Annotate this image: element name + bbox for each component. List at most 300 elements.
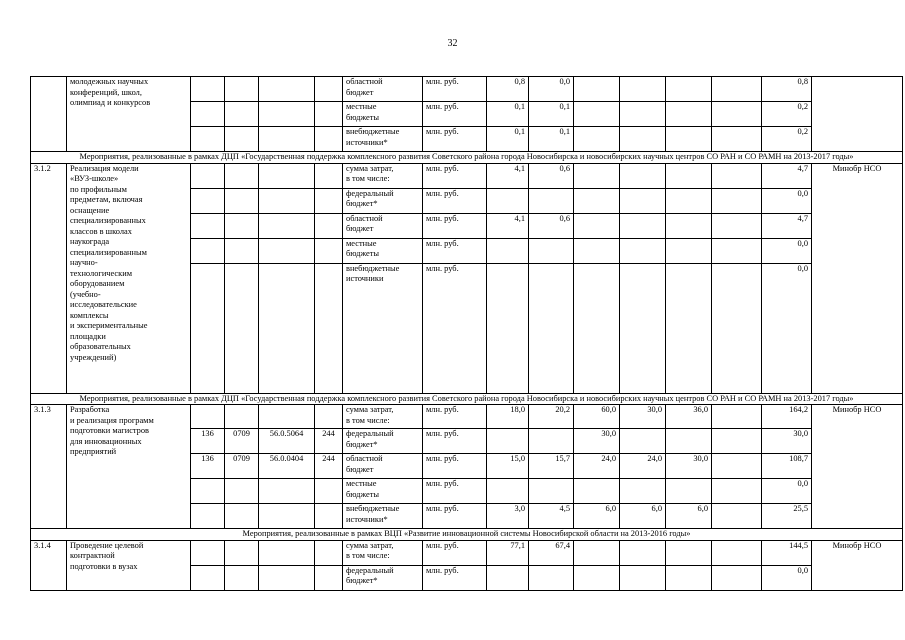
value-cell xyxy=(666,127,712,152)
section-heading-text: Мероприятия, реализованные в рамках ДЦП «Государственная поддержка комплексного развития Советского района города Новосибирска и новосибирских научных центров СО РАН и СО РАМН на 2013-2017 годы» xyxy=(79,393,854,403)
value-cell-text: 0,6 xyxy=(559,213,570,223)
code-cell xyxy=(259,238,315,263)
code-cell xyxy=(191,102,225,127)
code-cell xyxy=(315,127,343,152)
code-cell xyxy=(315,405,343,429)
funding-source xyxy=(343,77,423,102)
code-cell xyxy=(259,405,315,429)
unit-cell-text: млн. руб. xyxy=(426,405,459,414)
code-cell xyxy=(191,540,225,565)
value-cell-text: 24,0 xyxy=(601,454,616,463)
value-cell xyxy=(574,213,620,238)
value-cell-text: 4,1 xyxy=(514,163,525,173)
value-cell xyxy=(620,263,666,393)
funding-source xyxy=(343,263,423,393)
item-number-text: 3.1.3 xyxy=(34,405,51,414)
value-cell xyxy=(487,263,529,393)
total-cell xyxy=(762,163,812,188)
value-cell xyxy=(487,238,529,263)
code-cell xyxy=(191,77,225,102)
unit-cell xyxy=(423,454,487,479)
spacer-cell xyxy=(712,77,762,102)
item-name xyxy=(67,77,191,152)
program-table xyxy=(30,76,903,591)
funding-source-text: сумма затрат, в том числе: xyxy=(346,405,394,425)
value-cell-text: 0,1 xyxy=(514,102,525,111)
value-cell-text: 60,0 xyxy=(601,405,616,414)
code-cell xyxy=(259,163,315,188)
item-name-text: молодежных научных конференций, школ, олимпиад и конкурсов xyxy=(70,77,151,107)
value-cell xyxy=(666,213,712,238)
code-cell xyxy=(225,565,259,590)
table-row xyxy=(31,163,903,188)
funding-source xyxy=(343,565,423,590)
funding-source-text: внебюджетные источники* xyxy=(346,504,400,524)
spacer-cell xyxy=(712,163,762,188)
code-cell xyxy=(259,127,315,152)
executor-cell xyxy=(812,77,903,152)
code-cell xyxy=(191,213,225,238)
value-cell xyxy=(529,238,574,263)
section-row xyxy=(31,152,903,164)
value-cell-text: 15,7 xyxy=(555,454,570,463)
code-cell xyxy=(259,565,315,590)
unit-cell-text: млн. руб. xyxy=(426,188,459,198)
spacer-cell xyxy=(712,565,762,590)
code-cell-text: 56.0.0404 xyxy=(269,454,304,463)
code-cell xyxy=(191,429,225,454)
code-cell xyxy=(225,405,259,429)
value-cell-text: 6,0 xyxy=(605,504,616,513)
funding-source xyxy=(343,213,423,238)
total-cell xyxy=(762,565,812,590)
value-cell xyxy=(666,540,712,565)
value-cell xyxy=(529,77,574,102)
section-row xyxy=(31,393,903,405)
total-cell-text: 164,2 xyxy=(789,405,808,414)
funding-source xyxy=(343,454,423,479)
spacer-cell xyxy=(712,263,762,393)
spacer-cell xyxy=(712,429,762,454)
total-cell xyxy=(762,504,812,529)
total-cell xyxy=(762,77,812,102)
unit-cell-text: млн. руб. xyxy=(426,163,459,173)
value-cell-text: 30,0 xyxy=(693,454,708,463)
code-cell-text: 244 xyxy=(322,429,335,438)
spacer-cell xyxy=(712,479,762,504)
code-cell xyxy=(259,102,315,127)
value-cell xyxy=(529,213,574,238)
total-cell-text: 0,8 xyxy=(797,77,808,86)
value-cell xyxy=(620,102,666,127)
page-number: 32 xyxy=(447,38,458,49)
unit-cell-text: млн. руб. xyxy=(426,565,459,575)
code-cell xyxy=(191,565,225,590)
funding-source-text: местные бюджеты xyxy=(346,238,380,258)
total-cell-text: 25,5 xyxy=(793,504,808,513)
code-cell xyxy=(225,213,259,238)
code-cell xyxy=(225,77,259,102)
item-name-text: Разработка и реализация программ подготовки магистров для инновационных предприятий xyxy=(70,405,154,456)
value-cell xyxy=(487,188,529,213)
funding-source xyxy=(343,102,423,127)
value-cell xyxy=(487,504,529,529)
value-cell-text: 0,0 xyxy=(559,77,570,86)
total-cell-text: 144,5 xyxy=(789,540,808,550)
unit-cell xyxy=(423,429,487,454)
total-cell xyxy=(762,213,812,238)
code-cell-text: 136 xyxy=(201,454,214,463)
value-cell-text: 0,8 xyxy=(514,77,525,86)
value-cell xyxy=(574,102,620,127)
spacer-cell xyxy=(712,454,762,479)
total-cell xyxy=(762,238,812,263)
funding-source-text: областной бюджет xyxy=(346,77,383,97)
total-cell xyxy=(762,479,812,504)
value-cell-text: 67,4 xyxy=(555,540,570,550)
spacer-cell xyxy=(712,188,762,213)
value-cell-text: 0,6 xyxy=(559,163,570,173)
total-cell xyxy=(762,102,812,127)
value-cell xyxy=(666,429,712,454)
value-cell xyxy=(620,238,666,263)
code-cell xyxy=(191,188,225,213)
code-cell xyxy=(191,454,225,479)
unit-cell-text: млн. руб. xyxy=(426,429,459,438)
total-cell-text: 4,7 xyxy=(797,163,808,173)
unit-cell xyxy=(423,213,487,238)
section-heading xyxy=(31,152,903,164)
value-cell xyxy=(620,127,666,152)
section-heading-text: Мероприятия, реализованные в рамках ДЦП «Государственная поддержка комплексного развития Советского района города Новосибирска и новосибирских научных центров СО РАН и СО РАМН на 2013-2017 годы» xyxy=(79,152,854,161)
value-cell xyxy=(620,540,666,565)
total-cell-text: 0,0 xyxy=(797,238,808,248)
unit-cell xyxy=(423,540,487,565)
spacer-cell xyxy=(712,127,762,152)
code-cell xyxy=(225,504,259,529)
unit-cell xyxy=(423,238,487,263)
value-cell xyxy=(487,163,529,188)
funding-source xyxy=(343,163,423,188)
code-cell xyxy=(259,213,315,238)
funding-source xyxy=(343,540,423,565)
table-row xyxy=(31,405,903,429)
unit-cell-text: млн. руб. xyxy=(426,454,459,463)
value-cell xyxy=(620,454,666,479)
value-cell xyxy=(487,77,529,102)
value-cell xyxy=(666,263,712,393)
code-cell xyxy=(259,504,315,529)
value-cell xyxy=(574,405,620,429)
value-cell xyxy=(487,102,529,127)
unit-cell xyxy=(423,127,487,152)
unit-cell-text: млн. руб. xyxy=(426,77,459,86)
executor-cell-text: Минобр НСО xyxy=(832,163,882,173)
value-cell xyxy=(666,188,712,213)
code-cell xyxy=(191,127,225,152)
value-cell xyxy=(666,238,712,263)
value-cell xyxy=(620,479,666,504)
value-cell-text: 6,0 xyxy=(651,504,662,513)
funding-source-text: областной бюджет xyxy=(346,454,383,474)
code-cell xyxy=(315,238,343,263)
item-name xyxy=(67,163,191,393)
total-cell-text: 108,7 xyxy=(789,454,808,463)
code-cell xyxy=(225,479,259,504)
code-cell xyxy=(225,540,259,565)
unit-cell xyxy=(423,77,487,102)
unit-cell xyxy=(423,263,487,393)
value-cell xyxy=(666,163,712,188)
spacer-cell xyxy=(712,102,762,127)
total-cell xyxy=(762,127,812,152)
funding-source-text: федеральный бюджет* xyxy=(346,565,394,585)
value-cell xyxy=(487,405,529,429)
value-cell xyxy=(666,504,712,529)
value-cell xyxy=(574,540,620,565)
value-cell-text: 30,0 xyxy=(601,429,616,438)
code-cell xyxy=(225,429,259,454)
executor-cell-text: Минобр НСО xyxy=(832,405,882,414)
funding-source xyxy=(343,429,423,454)
value-cell-text: 30,0 xyxy=(647,405,662,414)
funding-source-text: внебюджетные источники xyxy=(346,263,400,283)
value-cell xyxy=(620,213,666,238)
executor-cell xyxy=(812,163,903,393)
item-name-text: Реализация модели «ВУЗ-школе» по профильным предметам, включая оснащение специализированных классов в школах наукограда специализированным научно- технологическим оборудованием (учебно- исследовательские комплексы и экспериментальные площадки образовательных учреждений) xyxy=(70,163,148,362)
executor-cell xyxy=(812,405,903,529)
code-cell xyxy=(225,127,259,152)
value-cell xyxy=(529,429,574,454)
value-cell xyxy=(574,77,620,102)
value-cell xyxy=(620,188,666,213)
spacer-cell xyxy=(712,238,762,263)
value-cell xyxy=(529,504,574,529)
value-cell xyxy=(574,238,620,263)
funding-source xyxy=(343,405,423,429)
value-cell xyxy=(574,479,620,504)
table-row xyxy=(31,77,903,102)
code-cell xyxy=(315,454,343,479)
value-cell xyxy=(529,405,574,429)
unit-cell-text: млн. руб. xyxy=(426,504,459,513)
value-cell xyxy=(487,213,529,238)
value-cell xyxy=(574,263,620,393)
value-cell-text: 36,0 xyxy=(693,405,708,414)
value-cell xyxy=(487,479,529,504)
value-cell-text: 20,2 xyxy=(555,405,570,414)
total-cell-text: 0,2 xyxy=(797,127,808,136)
unit-cell xyxy=(423,188,487,213)
value-cell xyxy=(666,565,712,590)
code-cell xyxy=(191,405,225,429)
unit-cell-text: млн. руб. xyxy=(426,540,459,550)
value-cell-text: 18,0 xyxy=(510,405,525,414)
funding-source-text: сумма затрат, в том числе: xyxy=(346,163,394,183)
code-cell xyxy=(259,263,315,393)
value-cell xyxy=(529,540,574,565)
funding-source-text: федеральный бюджет* xyxy=(346,429,394,449)
section-heading-text: Мероприятия, реализованные в рамках ВЦП «Развитие инновационной системы Новосибирской области на 2013-2016 годы» xyxy=(242,529,691,538)
code-cell xyxy=(259,77,315,102)
executor-cell xyxy=(812,540,903,590)
code-cell-text: 0709 xyxy=(233,454,250,463)
code-cell xyxy=(225,188,259,213)
value-cell xyxy=(529,163,574,188)
item-number xyxy=(31,77,67,152)
code-cell xyxy=(225,238,259,263)
code-cell xyxy=(259,454,315,479)
funding-source-text: федеральный бюджет* xyxy=(346,188,394,208)
code-cell xyxy=(259,540,315,565)
value-cell xyxy=(574,504,620,529)
total-cell xyxy=(762,540,812,565)
total-cell-text: 0,0 xyxy=(797,188,808,198)
value-cell xyxy=(574,429,620,454)
value-cell xyxy=(529,188,574,213)
spacer-cell xyxy=(712,540,762,565)
unit-cell xyxy=(423,565,487,590)
unit-cell xyxy=(423,479,487,504)
unit-cell xyxy=(423,163,487,188)
total-cell-text: 0,0 xyxy=(797,263,808,273)
unit-cell-text: млн. руб. xyxy=(426,238,459,248)
code-cell-text: 136 xyxy=(201,429,214,438)
code-cell xyxy=(315,163,343,188)
value-cell xyxy=(487,127,529,152)
table-row xyxy=(31,540,903,565)
value-cell-text: 0,1 xyxy=(559,102,570,111)
spacer-cell xyxy=(712,213,762,238)
funding-source-text: сумма затрат, в том числе: xyxy=(346,540,394,560)
code-cell-text: 0709 xyxy=(233,429,250,438)
code-cell xyxy=(259,479,315,504)
code-cell xyxy=(315,263,343,393)
value-cell-text: 6,0 xyxy=(697,504,708,513)
total-cell xyxy=(762,188,812,213)
funding-source xyxy=(343,504,423,529)
value-cell-text: 3,0 xyxy=(514,504,525,513)
value-cell xyxy=(620,77,666,102)
code-cell xyxy=(259,188,315,213)
code-cell xyxy=(315,479,343,504)
item-number xyxy=(31,163,67,393)
code-cell xyxy=(191,263,225,393)
value-cell xyxy=(574,127,620,152)
value-cell xyxy=(574,188,620,213)
code-cell-text: 244 xyxy=(322,454,335,463)
code-cell xyxy=(315,77,343,102)
funding-source-text: областной бюджет xyxy=(346,213,383,233)
code-cell xyxy=(259,429,315,454)
value-cell xyxy=(529,127,574,152)
funding-source xyxy=(343,238,423,263)
value-cell xyxy=(529,479,574,504)
code-cell xyxy=(225,102,259,127)
value-cell xyxy=(620,504,666,529)
code-cell xyxy=(191,163,225,188)
funding-source xyxy=(343,188,423,213)
value-cell xyxy=(487,454,529,479)
unit-cell xyxy=(423,102,487,127)
item-name xyxy=(67,540,191,590)
unit-cell-text: млн. руб. xyxy=(426,102,459,111)
value-cell-text: 4,1 xyxy=(514,213,525,223)
code-cell xyxy=(315,540,343,565)
value-cell-text: 77,1 xyxy=(510,540,525,550)
value-cell xyxy=(529,565,574,590)
value-cell-text: 4,5 xyxy=(559,504,570,513)
value-cell-text: 24,0 xyxy=(647,454,662,463)
unit-cell-text: млн. руб. xyxy=(426,263,459,273)
funding-source xyxy=(343,127,423,152)
item-number xyxy=(31,405,67,529)
code-cell xyxy=(225,163,259,188)
total-cell xyxy=(762,405,812,429)
spacer-cell xyxy=(712,504,762,529)
code-cell-text: 56.0.5064 xyxy=(269,429,304,438)
total-cell-text: 0,0 xyxy=(797,479,808,488)
value-cell xyxy=(666,405,712,429)
value-cell xyxy=(666,77,712,102)
unit-cell xyxy=(423,405,487,429)
value-cell xyxy=(529,102,574,127)
code-cell xyxy=(191,238,225,263)
value-cell-text: 15,0 xyxy=(510,454,525,463)
total-cell xyxy=(762,263,812,393)
value-cell xyxy=(666,454,712,479)
value-cell xyxy=(620,405,666,429)
value-cell-text: 0,1 xyxy=(514,127,525,136)
value-cell xyxy=(487,540,529,565)
value-cell xyxy=(529,454,574,479)
code-cell xyxy=(315,504,343,529)
item-number-text: 3.1.2 xyxy=(34,163,51,173)
value-cell-text: 0,1 xyxy=(559,127,570,136)
total-cell-text: 0,2 xyxy=(797,102,808,111)
funding-source-text: внебюджетные источники* xyxy=(346,127,400,147)
section-heading xyxy=(31,529,903,541)
total-cell xyxy=(762,429,812,454)
code-cell xyxy=(191,504,225,529)
item-name xyxy=(67,405,191,529)
code-cell xyxy=(315,565,343,590)
code-cell xyxy=(225,263,259,393)
item-number xyxy=(31,540,67,590)
value-cell xyxy=(620,565,666,590)
code-cell xyxy=(315,213,343,238)
item-number-text: 3.1.4 xyxy=(34,540,51,550)
spacer-cell xyxy=(712,405,762,429)
value-cell xyxy=(487,565,529,590)
value-cell xyxy=(574,454,620,479)
unit-cell-text: млн. руб. xyxy=(426,479,459,488)
code-cell xyxy=(315,429,343,454)
value-cell xyxy=(666,102,712,127)
value-cell xyxy=(487,429,529,454)
code-cell xyxy=(315,102,343,127)
executor-cell-text: Минобр НСО xyxy=(832,540,882,550)
total-cell-text: 0,0 xyxy=(797,565,808,575)
code-cell xyxy=(315,188,343,213)
total-cell-text: 4,7 xyxy=(797,213,808,223)
value-cell xyxy=(574,163,620,188)
section-heading xyxy=(31,393,903,405)
value-cell xyxy=(620,429,666,454)
total-cell-text: 30,0 xyxy=(793,429,808,438)
section-row xyxy=(31,529,903,541)
value-cell xyxy=(666,479,712,504)
